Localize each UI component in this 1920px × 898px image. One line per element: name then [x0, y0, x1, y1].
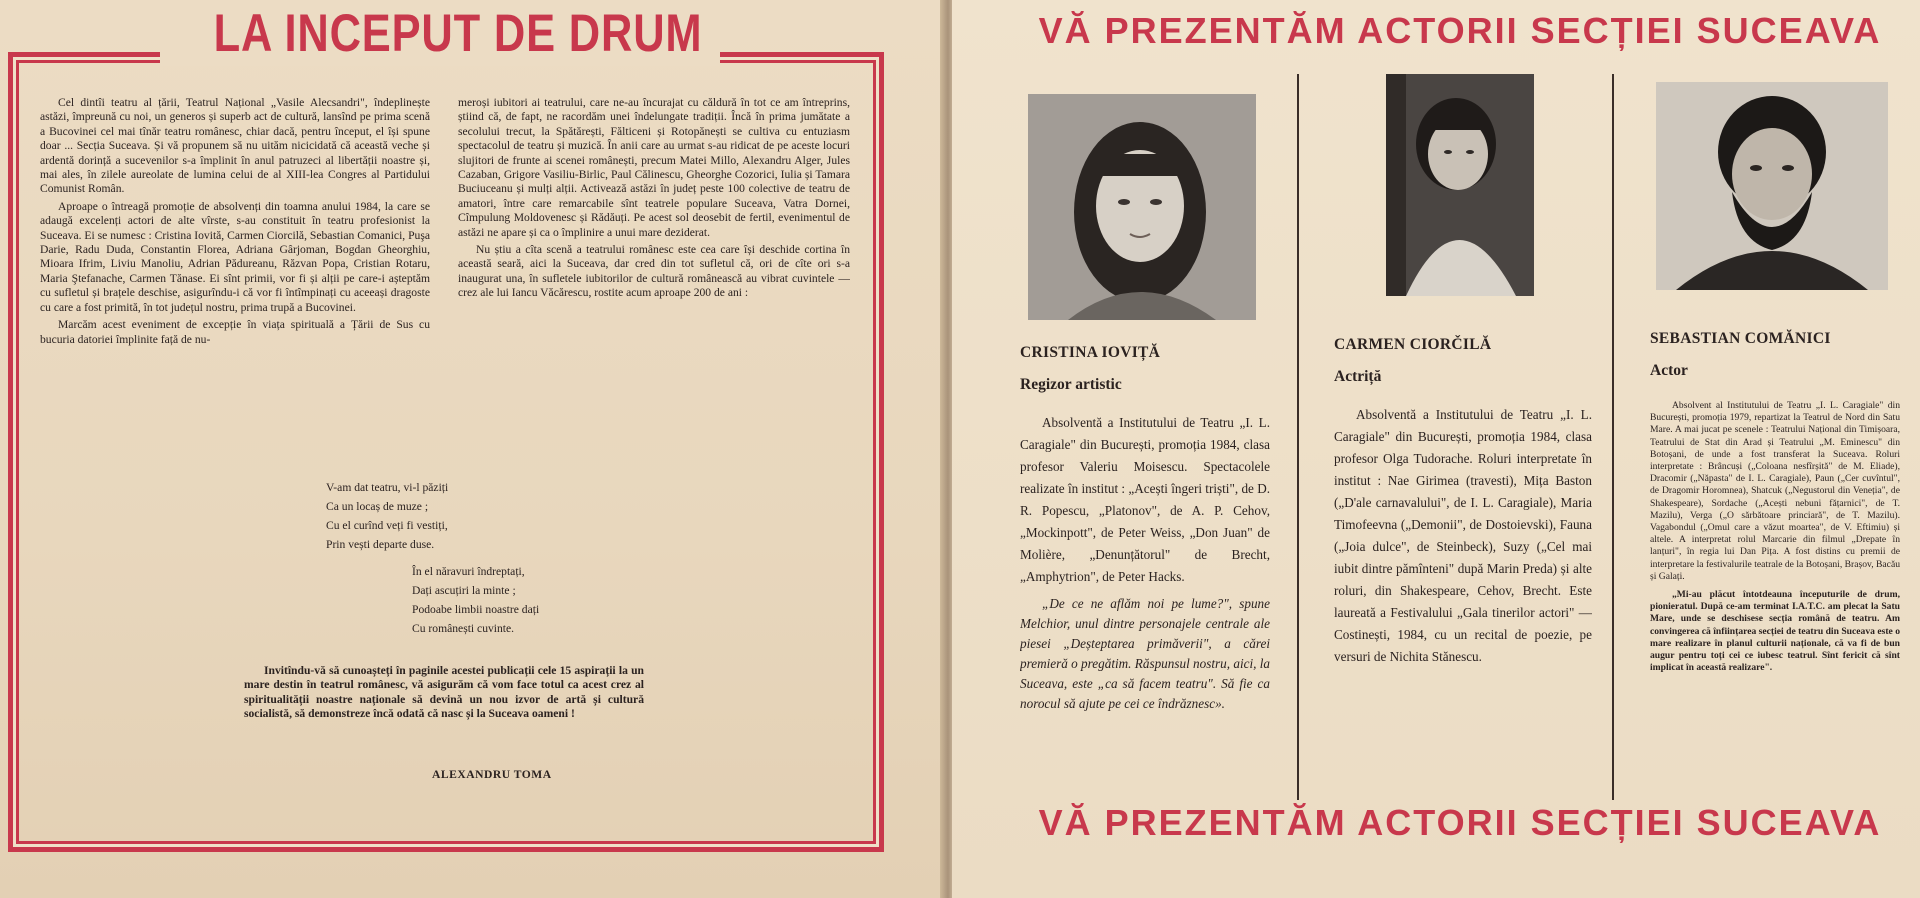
actor-photo: [1656, 82, 1888, 290]
paragraph: Aproape o întreagă promoție de absolvenți din toamna anului 1984, la care se adaugă excelenți actori de alte vîrste, s-au constituit în teatru profesionist la Suceava. Ei se numesc : Cristina Iovită, Carmen Ciorcilă, Sebastian Comanici, Puşa Darie, Radu Duda, Constantin Florea, Adriana Gârjoman, Bogdan Gheorghiu, Mioara Ifrim, Liviu Manoliu, Adrian Pădureanu, Răzvan Popa, Cristian Rotaru, Maria Ştefanache, Carmen Tănase. Ei sînt primii, vor fi și alții pe care-i așteptăm cu sufletul și brațele deschise, asigurîndu-i că vor fi întîmpinați cu aceeași dragoste cu care a fost primită, în tot județul nostru, prima trupă a Bucovinei.: [40, 199, 430, 314]
bio-quote: „Mi-au plăcut întotdeauna începuturile de drum, pionieratul. După ce-am terminat I.A.T.C. am plecat la Satu Mare, unde se deschisese secția română de teatru. Am convingerea că înființarea secției de teatru din Suceava este o mare realizare în planul culturii naționale, că va fi de bun augur pentru toți cei ce iubesc teatrul. Sînt fericit că sînt implicat în această realizare".: [1650, 589, 1900, 674]
actor-photo: [1386, 74, 1534, 296]
bio-text: Absolventă a Institutului de Teatru „I. L. Caragiale" din București, promoția 1984, clasa profesor Olga Tudorache. Roluri interpretate în institut : Nae Girimea (travesti), Mița Baston („D'ale carnavalului", de I. L. Caragiale), Maria Timofeevna („Demonii", de Dostoievski), Fauna („Joia dulce", de Steinbeck), Suzy („Cel mai iubit dintre pămînteni" după Marin Preda) și alte roluri, din Shakespeare, Cehov, Brecht. Este laureată a Festivalului „Gala tinerilor actori" — Costinești, 1984, cu un recital de poezie, pe versuri de Nichita Stănescu.: [1334, 407, 1592, 664]
paragraph: Marcăm acest eveniment de excepție în viața spirituală a Țării de Sus cu bucuria datoriei împlinite față de nu-: [40, 318, 430, 346]
bio-text: Absolvent al Institutului de Teatru „I. L. Caragiale" din București, promoția 1979, repartizat la Teatrul de Nord din Satu Mare. A mai jucat pe scenele : Teatrului Național din Timișoara, Teatrului de Stat din Arad și Teatrului „M. Eminescu" din Botoșani, de unde a fost transferat la Suceava. Roluri interpretate : Brâncuși („Coloana nesfîrșită" de M. Eliade), Dracomir („Năpasta" de I. L. Caragiale), Paun („Cer cuvîntul", de Dragomir Horomnea), Shatcuk („Negustorul din Veneția", de Shakespeare), Sordache („Acești nebuni fățarnici", de T. Mazilu), Verga („O sărbătoare princiară", de T. Mazilu). Vagabondul („Omul care a văzut moartea", de V. Eftimiu) și altele. A interpretat rolul Marcarie din filmul „Drepate în lanțuri", în regia lui Dan Pița. A fost distins cu premii de interpretare la festivalurile teatrale de la Botoșani, Brașov, Bacău și Galați.: [1650, 400, 1900, 582]
poem-stanza-2: [412, 562, 626, 638]
right-page-title-top: VĂ PREZENTĂM ACTORII SECȚIEI SUCEAVA: [1038, 10, 1882, 51]
actor-photo: [1028, 94, 1256, 320]
poem: [326, 478, 626, 646]
poem-line: Ca un locaș de muze ;: [326, 500, 429, 513]
invitation-text: Invitîndu-vă să cunoașteți în paginile acestei publicații cele 15 aspirații la un mare destin în teatrul românesc, vă asigurăm că vom face totul ca acest crez al spiritualității noastre naționale să devină un nou izvor de artă și cultură socialistă, să demonstreze încă odată că nasc și la Suceava oameni !: [244, 664, 644, 721]
actor-role: Actor: [1650, 362, 1688, 379]
poem-line: În el năravuri îndreptați,: [412, 565, 525, 578]
author-signature: ALEXANDRU TOMA: [432, 768, 552, 781]
poem-line: Prin vești departe duse.: [326, 538, 435, 551]
invitation-paragraph: [244, 664, 644, 722]
actor-bio: [1650, 400, 1900, 788]
poem-line: Dați ascuțiri la minte ;: [412, 584, 516, 597]
left-title-text: LA INCEPUT DE DRUM: [213, 4, 703, 63]
actor-name: CRISTINA IOVIȚĂ: [1020, 344, 1161, 361]
actor-role: Regizor artistic: [1020, 376, 1122, 393]
actor-bio: [1020, 412, 1270, 812]
column-divider: [1297, 74, 1299, 800]
poem-stanza-1: [326, 478, 626, 554]
column-divider: [1612, 74, 1614, 800]
bio-quote: „De ce ne aflăm noi pe lume?", spune Melchior, unul dintre personajele centrale ale piesei „Deșteptarea primăverii", a cărei premieră o pregătim. Răspunsul nostru, aici, la Suceava, este „ca să facem teatru". Să fie ca norocul să ajute pe cei ce îndrăznesc».: [1020, 596, 1270, 711]
right-page-title-bottom: VĂ PREZENTĂM ACTORII SECȚIEI SUCEAVA: [1038, 802, 1882, 843]
article-column-1: [40, 96, 430, 436]
paragraph: Cel dintîi teatru al țării, Teatrul Național „Vasile Alecsandri", îndeplinește astăzi, împreună cu noi, un generos și superb act de cultură, lansînd pe prima scenă a Bucovinei cel mai tînăr teatru românesc, chiar dacă, pentru început, el își spune doar ... Secția Suceava. Și vă propunem să nu uităm nicicidată că această veche și ardentă dorință a sucevenilor s-a împlinit în anul patruzeci al libertății noastre și, mai ales, în zilele aureolate de lumina celui de al XIII-lea Congres al Partidului Comunist Român.: [40, 96, 430, 196]
actor-role: Actriță: [1334, 368, 1382, 385]
poem-line: Cu românești cuvinte.: [412, 622, 515, 635]
actor-bio: [1334, 404, 1592, 804]
left-page-title: [160, 2, 720, 66]
paragraph: meroși iubitori ai teatrului, care ne-au încurajat cu căldură în tot ce am întreprins, știind că, de fapt, ne racordăm unei îndelungate tradiții. Încă în prima jumătate a secolului trecut, la Spătărești, Fălticeni și Rotopănești se cultiva cu entuziasm spectacolul de teatru și muzică. În anii care au urmat s-au ridicat de pe aceste locuri slujitori de frunte ai scenei românești, precum Matei Millo, Alexandru Alger, Jules Cazaban, Grigore Vasiliu-Birlic, Paul Călinescu, Gheorghe Cozorici, Iulia și Tamara Buciuceanu și mulți alții. Activează astăzi în județ peste 100 colective de teatru de amatori, între care remarcabile sînt teatrele populare Suceava, Vatra Dornei, Cîmpulung Moldovenesc și Rădăuți. Pe acest sol deosebit de fertil, evenimentul de astăzi ne apare și ca o împlinire a unui mare deziderat.: [458, 96, 850, 239]
poem-line: V-am dat teatru, vi-l păziți: [326, 481, 449, 494]
actor-name: SEBASTIAN COMĂNICI: [1650, 330, 1831, 347]
actor-name: CARMEN CIORČILĂ: [1334, 336, 1492, 353]
poem-line: Podoabe limbii noastre dați: [412, 603, 540, 616]
left-page: [0, 0, 944, 898]
article-column-2: [458, 96, 850, 436]
paragraph: Nu știu a cîta scenă a teatrului românesc este cea care își deschide cortina în această seară, aici la Suceava, dar cred din tot sufletul că, ori de cîte ori s-a inaugurat una, în sufletele iubitorilor de cultură românească au vibrat cuvintele — crez ale lui Iancu Văcărescu, rostite acum aproape 200 de ani :: [458, 243, 850, 300]
poem-line: Cu el curînd veți fi vestiți,: [326, 519, 448, 532]
bio-text: Absolventă a Institutului de Teatru „I. L. Caragiale" din București, promoția 1984, clasa profesor Valeriu Moisescu. Spectacolele realizate în institut : „Acești îngeri triști", de D. R. Popescu, „Platonov", de A. P. Cehov, „Mockinpott", de Peter Weiss, „Don Juan" de Molière, „Denunțătorul" de Brecht, „Amphytrion", de Peter Hacks.: [1020, 415, 1270, 584]
